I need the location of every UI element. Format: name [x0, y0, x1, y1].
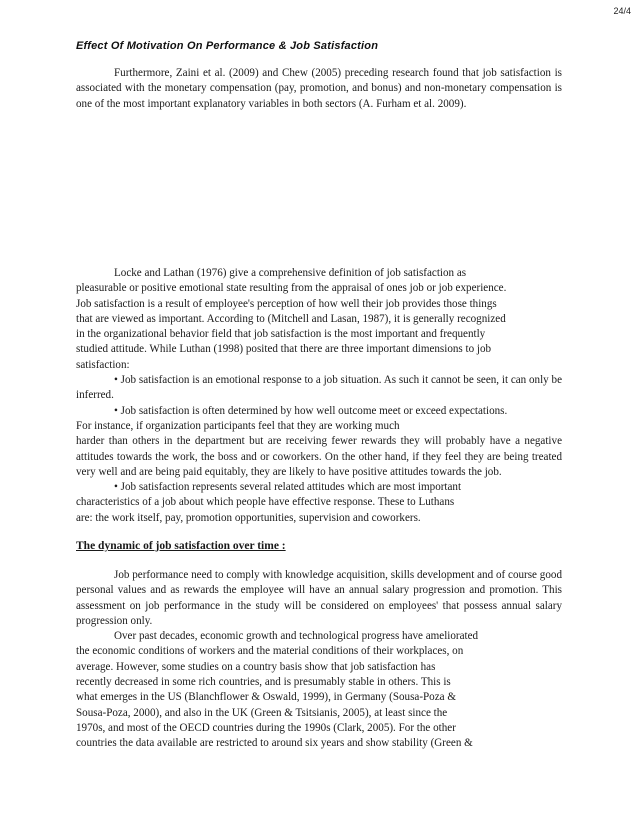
text-line: For instance, if organization participants feel that they are working much	[76, 419, 400, 432]
text-line: studied attitude. While Luthan (1998) posited that there are three important dimensions to job	[76, 343, 492, 356]
text-line: countries the data available are restricted to around six years and show stability (Green &	[76, 737, 473, 750]
text-line: average. However, some studies on a country basis show that job satisfaction has	[76, 660, 436, 673]
page-number: 24/4	[613, 6, 631, 16]
text-line: characteristics of a job about which people have effective response. These to Luthans	[76, 496, 455, 509]
text-line: that are viewed as important. According to (Mitchell and Lasan, 1987), it is generally recognized	[76, 312, 506, 325]
text-line: the economic conditions of workers and the material conditions of their workplaces, on	[76, 645, 464, 658]
section-job-satisfaction-definition	[76, 266, 562, 526]
text-line: Job satisfaction is a result of employee's perception of how well their job provides those things	[76, 297, 497, 310]
running-title: Effect Of Motivation On Performance & Job Satisfaction	[76, 40, 379, 52]
bullet-emotional-response: • Job satisfaction is an emotional response to a job situation. As such it cannot be seen, it can only be inferred.	[76, 374, 562, 402]
bullet-expectations-continued: harder than others in the department but are receiving fewer rewards they will probably have a negative attitudes towards the work, the boss and or coworkers. On the other hand, if they feel they are being treated very well and are being paid equitably, they are likely to have positive attitudes towards the job.	[76, 435, 562, 478]
paragraph-economic-growth	[76, 629, 562, 751]
paragraph-text: Furthermore, Zaini et al. (2009) and Chew (2005) preceding research found that job satisfaction is associated with the monetary compensation (pay, promotion, and bonus) and non-monetary compensation is one of the most important explanatory variables in both sectors (A. Furham et al. 2009).	[76, 67, 562, 110]
text-line: pleasurable or positive emotional state resulting from the appraisal of ones job or job experience.	[76, 282, 507, 295]
text-line: Over past decades, economic growth and technological progress have ameliorated	[114, 630, 479, 643]
section-heading: The dynamic of job satisfaction over time :	[76, 540, 286, 552]
section-heading-block	[76, 539, 562, 554]
text-line: satisfaction:	[76, 358, 130, 371]
text-line: are: the work itself, pay, promotion opportunities, supervision and coworkers.	[76, 511, 421, 524]
bullet-related-attitudes	[76, 480, 562, 526]
text-line: in the organizational behavior field that job satisfaction is the most important and frequently	[76, 328, 486, 341]
paragraph-locke-lathan	[76, 266, 562, 373]
text-line: • Job satisfaction represents several related attitudes which are most important	[114, 481, 462, 494]
bullet-expectations	[76, 404, 562, 435]
text-line: 1970s, and most of the OECD countries during the 1990s (Clark, 2005). For the other	[76, 721, 456, 734]
text-line: recently decreased in some rich countries, and is presumably stable in others. This is	[76, 676, 451, 689]
text-line: Sousa-Poza, 2000), and also in the UK (Green & Tsitsianis, 2005), at least since the	[76, 706, 448, 719]
text-line: • Job satisfaction is often determined by how well outcome meet or exceed expectations.	[114, 404, 508, 417]
section-dynamic-job-satisfaction	[76, 568, 562, 752]
text-line: Locke and Lathan (1976) give a comprehensive definition of job satisfaction as	[114, 267, 467, 279]
paragraph-compensation	[76, 66, 562, 112]
paragraph-job-performance: Job performance need to comply with knowledge acquisition, skills development and of course good personal values and as rewards the employee will have an annual salary progression and promotion. This assessment on job performance in the study will be considered on employees' that possess annual salary progression only.	[76, 569, 562, 627]
text-line: what emerges in the US (Blanchflower & Oswald, 1999), in Germany (Sousa-Poza &	[76, 691, 456, 704]
